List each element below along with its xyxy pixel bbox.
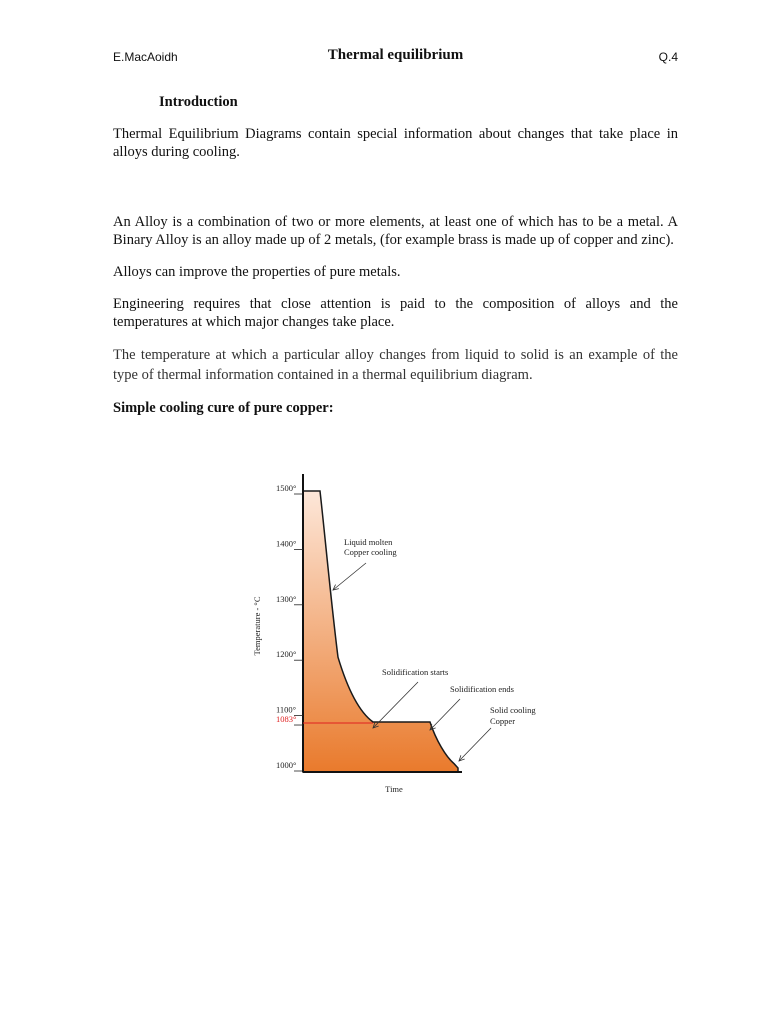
tick-label: 1000° (276, 760, 297, 770)
author-name: E.MacAoidh (113, 50, 178, 64)
document-body (113, 93, 678, 417)
annotation-arrow (333, 563, 366, 590)
question-number: Q.4 (658, 50, 678, 64)
y-axis-label: Temperature - °C (252, 596, 262, 656)
paragraph-alloy-definition: An Alloy is a combination of two or more elements, at least one of which has to be a metal. A Binary Alloy is an alloy made up of 2 metals, (for example brass is made up of copper and zinc). (113, 214, 678, 248)
paragraph-alloy-properties: Alloys can improve the properties of pure metals. (113, 264, 401, 280)
annotation-arrow (459, 728, 491, 761)
annotation-arrow (430, 699, 460, 730)
annotation-label: Solid cooling (490, 705, 536, 715)
annotation-arrow (373, 682, 418, 728)
page-header (113, 47, 678, 69)
cooling-curve-chart (248, 466, 548, 806)
paragraph-equilibrium-diagrams: Thermal Equilibrium Diagrams contain special information about changes that take place in alloys during cooling. (113, 126, 678, 160)
tick-label: 1200° (276, 649, 297, 660)
annotation-label: Liquid molten (344, 537, 393, 547)
x-axis-label: Time (385, 784, 403, 794)
tick-label: 1300° (276, 593, 297, 604)
cooling-curve-svg (248, 466, 548, 806)
annotation-label: Copper cooling (344, 547, 397, 557)
tick-label: 1400° (276, 538, 297, 549)
paragraph-liquid-to-solid: The temperature at which a particular alloy changes from liquid to solid is an example of the type of thermal information contained in a thermal equilibrium diagram. (113, 347, 678, 383)
cooling-curve-area (303, 491, 458, 772)
tick-label: 1500° (276, 483, 297, 493)
page-title: Thermal equilibrium (327, 47, 464, 63)
annotation-label: Solidification starts (382, 667, 449, 677)
intro-heading: Introduction (159, 94, 238, 110)
annotation-label: Copper (490, 716, 516, 726)
annotation-label: Solidification ends (450, 684, 514, 694)
tick-label: 1100° (276, 704, 297, 715)
tick-label: 1083° (276, 714, 297, 725)
paragraph-engineering: Engineering requires that close attention is paid to the composition of alloys and the temperatures at which major changes take place. (113, 296, 678, 330)
figure-caption: Simple cooling cure of pure copper: (113, 400, 334, 416)
